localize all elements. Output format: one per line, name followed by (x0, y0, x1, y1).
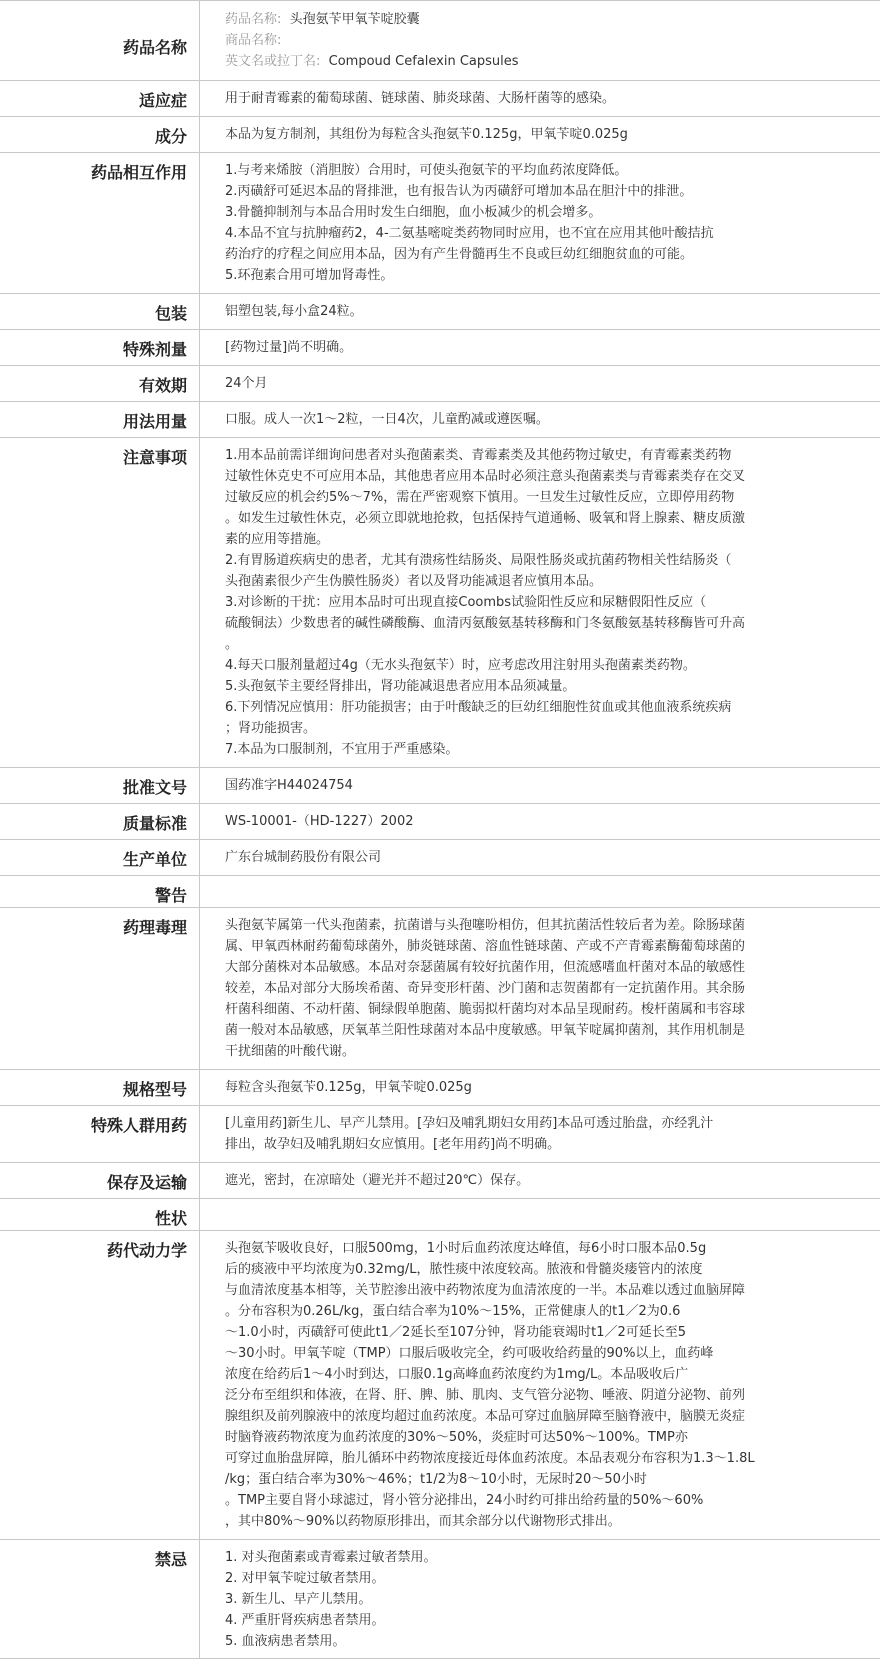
row-14 (0, 907, 880, 1069)
text-line: 4. 严重肝肾疾病患者禁用。 (225, 1613, 385, 1628)
row-label: 特殊剂量 (0, 330, 200, 365)
row-label: 药代动力学 (0, 1231, 200, 1539)
row-label: 包装 (0, 294, 200, 329)
row-4 (0, 152, 880, 293)
row-value (225, 1077, 870, 1098)
row-value (225, 1238, 870, 1532)
row-label: 用法用量 (0, 402, 200, 437)
text-line: 头孢氨苄吸收良好，口服500mg，1小时后血药浓度达峰值，每6小时口服本品0.5g (225, 1241, 707, 1256)
text-line: 2. 对甲氧苄啶过敏者禁用。 (225, 1571, 385, 1586)
row-value (225, 124, 870, 145)
row-value (225, 9, 870, 72)
row-value (225, 1547, 870, 1652)
row-value (225, 1113, 870, 1155)
text-line: 2.有胃肠道疾病史的患者，尤其有溃疡性结肠炎、局限性肠炎或抗菌药物相关性结肠炎（ (225, 553, 732, 568)
row-value (225, 409, 870, 430)
row-19 (0, 1230, 880, 1539)
text-line: 干扰细菌的叶酸代谢。 (225, 1044, 356, 1059)
row-value (225, 160, 870, 286)
text-line: 素的应用等措施。 (225, 532, 330, 547)
text-line: 用于耐青霉素的葡萄球菌、链球菌、肺炎球菌、大肠杆菌等的感染。 (225, 91, 616, 106)
row-value (225, 811, 870, 832)
row-label: 药品相互作用 (0, 153, 200, 293)
text-line: 3. 新生儿、早产儿禁用。 (225, 1592, 372, 1607)
row-label: 保存及运输 (0, 1163, 200, 1198)
text-line: 杆菌科细菌、不动杆菌、铜绿假单胞菌、脆弱拟杆菌均对本品呈现耐药。梭杆菌属和韦容球 (225, 1002, 746, 1017)
text-line: 腺组织及前列腺液中的浓度均超过血药浓度。本品可穿过血脑屏障至脑脊液中，脑膜无炎症 (225, 1409, 746, 1424)
text-line: 3.对诊断的干扰：应用本品时可出现直接Coombs试验阳性反应和尿糖假阳性反应（ (225, 595, 707, 610)
row-value (225, 301, 870, 322)
text-line: 广东台城制药股份有限公司 (225, 850, 382, 865)
row-label: 生产单位 (0, 840, 200, 875)
text-line: ～30小时。甲氧苄啶（TMP）口服后吸收完全，约可吸收给药量的90%以上，血药峰 (225, 1346, 714, 1361)
text-line: 每粒含头孢氨苄0.125g，甲氧苄啶0.025g (225, 1080, 472, 1095)
row-label: 批准文号 (0, 768, 200, 803)
row-label: 性状 (0, 1199, 200, 1230)
name-line (225, 51, 870, 72)
text-line: 本品为复方制剂，其组份为每粒含头孢氨苄0.125g，甲氧苄啶0.025g (225, 127, 628, 142)
row-16 (0, 1105, 880, 1162)
text-line: [儿童用药]新生儿、早产儿禁用。[孕妇及哺乳期妇女用药]本品可透过胎盘，亦经乳汁 (225, 1116, 714, 1131)
text-line: 菌一般对本品敏感，厌氧革兰阳性球菌对本品中度敏感。甲氧苄啶属抑菌剂，其作用机制是 (225, 1023, 746, 1038)
text-line: 24个月 (225, 376, 268, 391)
row-label: 药品名称 (0, 1, 200, 80)
row-label: 规格型号 (0, 1070, 200, 1105)
text-line: [药物过量]尚不明确。 (225, 340, 353, 355)
row-value (225, 847, 870, 868)
name-key: 英文名或拉丁名: (225, 54, 321, 69)
row-label: 有效期 (0, 366, 200, 401)
text-line: 泛分布至组织和体液，在肾、肝、脾、肺、肌肉、支气管分泌物、唾液、阴道分泌物、前列 (225, 1388, 746, 1403)
text-line: 5.环孢素合用可增加肾毒性。 (225, 268, 394, 283)
row-20 (0, 1539, 880, 1659)
row-value (225, 445, 870, 760)
text-line: ，其中80%～90%以药物原形排出，而其余部分以代谢物形式排出。 (225, 1514, 621, 1529)
text-line: 。分布容积为0.26L/kg，蛋白结合率为10%～15%，正常健康人的t1／2为0.6 (225, 1304, 681, 1319)
row-2 (0, 80, 880, 116)
row-value (225, 915, 870, 1062)
row-13 (0, 875, 880, 907)
row-10 (0, 767, 880, 803)
text-line: 遮光，密封，在凉暗处（避光并不超过20℃）保存。 (225, 1173, 530, 1188)
row-value (225, 337, 870, 358)
row-1 (0, 0, 880, 80)
text-line: 。 (225, 637, 239, 652)
text-line: 头孢氨苄属第一代头孢菌素，抗菌谱与头孢噻吩相仿，但其抗菌活性较后者为差。除肠球菌 (225, 918, 746, 933)
text-line: 1. 对头孢菌素或青霉素过敏者禁用。 (225, 1550, 437, 1565)
text-line: /kg；蛋白结合率为30%～46%；t1/2为8～10小时，无尿时20～50小时 (225, 1472, 647, 1487)
text-line: 可穿过血胎盘屏障，胎儿循环中药物浓度接近母体血药浓度。本品表观分布容积为1.3～1.8L (225, 1451, 755, 1466)
text-line: ～1.0小时，丙磺舒可使此t1／2延长至107分钟，肾功能衰竭时t1／2可延长至5 (225, 1325, 687, 1340)
text-line: 。如发生过敏性休克，必须立即就地抢救，包括保持气道通畅、吸氧和肾上腺素、糖皮质激 (225, 511, 746, 526)
text-line: 国药准字H44024754 (225, 778, 353, 793)
row-5 (0, 293, 880, 329)
row-value (225, 88, 870, 109)
row-7 (0, 365, 880, 401)
name-value: Compoud Cefalexin Capsules (320, 54, 519, 69)
row-label: 成分 (0, 117, 200, 152)
text-line: 头孢菌素很少产生伪膜性肠炎）者以及肾功能减退者应慎用本品。 (225, 574, 603, 589)
text-line: 6.下列情况应慎用：肝功能损害；由于叶酸缺乏的巨幼红细胞性贫血或其他血液系统疾病 (225, 700, 732, 715)
row-value (225, 775, 870, 796)
text-line: 属、甲氧西林耐药葡萄球菌外，肺炎链球菌、溶血性链球菌、产或不产青霉素酶葡萄球菌的 (225, 939, 746, 954)
text-line: 1.用本品前需详细询问患者对头孢菌素类、青霉素类及其他药物过敏史，有青霉素类药物 (225, 448, 732, 463)
row-15 (0, 1069, 880, 1105)
text-line: 铝塑包装,每小盒24粒。 (225, 304, 363, 319)
row-label: 特殊人群用药 (0, 1106, 200, 1162)
row-label: 警告 (0, 876, 200, 907)
text-line: ；肾功能损害。 (225, 721, 317, 736)
row-8 (0, 401, 880, 437)
row-value (225, 1170, 870, 1191)
row-17 (0, 1162, 880, 1198)
row-label: 注意事项 (0, 438, 200, 767)
text-line: 口服。成人一次1～2粒，一日4次，儿童酌减或遵医嘱。 (225, 412, 549, 427)
row-18 (0, 1198, 880, 1230)
name-line (225, 30, 870, 51)
text-line: 2.丙磺舒可延迟本品的肾排泄，也有报告认为丙磺舒可增加本品在胆汁中的排泄。 (225, 184, 693, 199)
name-key: 商品名称: (225, 33, 282, 48)
text-line: 硫酸铜法）少数患者的碱性磷酸酶、血清丙氨酸氨基转移酶和门冬氨酸氨基转移酶皆可升高 (225, 616, 746, 631)
row-label: 禁忌 (0, 1540, 200, 1658)
text-line: 4.本品不宜与抗肿瘤药2，4-二氨基嘧啶类药物同时应用，也不宜在应用其他叶酸拮抗 (225, 226, 714, 241)
text-line: 7.本品为口服制剂，不宜用于严重感染。 (225, 742, 459, 757)
text-line: WS-10001-（HD-1227）2002 (225, 814, 414, 829)
text-line: 浓度在给药后1～4小时到达，口服0.1g高峰血药浓度约为1mg/L。本品吸收后广 (225, 1367, 689, 1382)
text-line: 药治疗的疗程之间应用本品，因为有产生骨髓再生不良或巨幼红细胞贫血的可能。 (225, 247, 694, 262)
text-line: 大部分菌株对本品敏感。本品对奈瑟菌属有较好抗菌作用，但流感嗜血杆菌对本品的敏感性 (225, 960, 746, 975)
row-12 (0, 839, 880, 875)
text-line: 排出，故孕妇及哺乳期妇女应慎用。[老年用药]尚不明确。 (225, 1137, 561, 1152)
name-line (225, 9, 870, 30)
text-line: 3.骨髓抑制剂与本品合用时发生白细胞，血小板减少的机会增多。 (225, 205, 602, 220)
row-label: 适应症 (0, 81, 200, 116)
name-key: 药品名称: (225, 12, 282, 27)
text-line: 较差，本品对部分大肠埃希菌、奇异变形杆菌、沙门菌和志贺菌都有一定抗菌作用。其余肠 (225, 981, 746, 996)
row-6 (0, 329, 880, 365)
text-line: 与血清浓度基本相等，关节腔渗出液中药物浓度为血清浓度的一半。本品难以透过血脑屏障 (225, 1283, 746, 1298)
row-3 (0, 116, 880, 152)
text-line: 过敏反应的机会约5%～7%，需在严密观察下慎用。一旦发生过敏性反应，立即停用药物 (225, 490, 735, 505)
text-line: 5. 血液病患者禁用。 (225, 1634, 346, 1649)
text-line: 后的痰液中平均浓度为0.32mg/L，脓性痰中浓度较高。脓液和骨髓炎瘘管内的浓度 (225, 1262, 703, 1277)
row-value (225, 373, 870, 394)
text-line: 4.每天口服剂量超过4g（无水头孢氨苄）时，应考虑改用注射用头孢菌素类药物。 (225, 658, 696, 673)
row-11 (0, 803, 880, 839)
row-9 (0, 437, 880, 767)
name-value: 头孢氨苄甲氧苄啶胶囊 (281, 12, 420, 27)
row-label: 药理毒理 (0, 908, 200, 1069)
text-line: 过敏性休克史不可应用本品，其他患者应用本品时必须注意头孢菌素类与青霉素类存在交叉 (225, 469, 746, 484)
text-line: 。TMP主要自肾小球滤过，肾小管分泌排出，24小时约可排出给药量的50%～60% (225, 1493, 704, 1508)
text-line: 5.头孢氨苄主要经肾排出，肾功能减退患者应用本品须减量。 (225, 679, 576, 694)
text-line: 1.与考来烯胺（消胆胺）合用时，可使头孢氨苄的平均血药浓度降低。 (225, 163, 628, 178)
row-label: 质量标准 (0, 804, 200, 839)
text-line: 时脑脊液药物浓度为血药浓度的30%～50%，炎症时可达50%～100%。TMP亦 (225, 1430, 688, 1445)
